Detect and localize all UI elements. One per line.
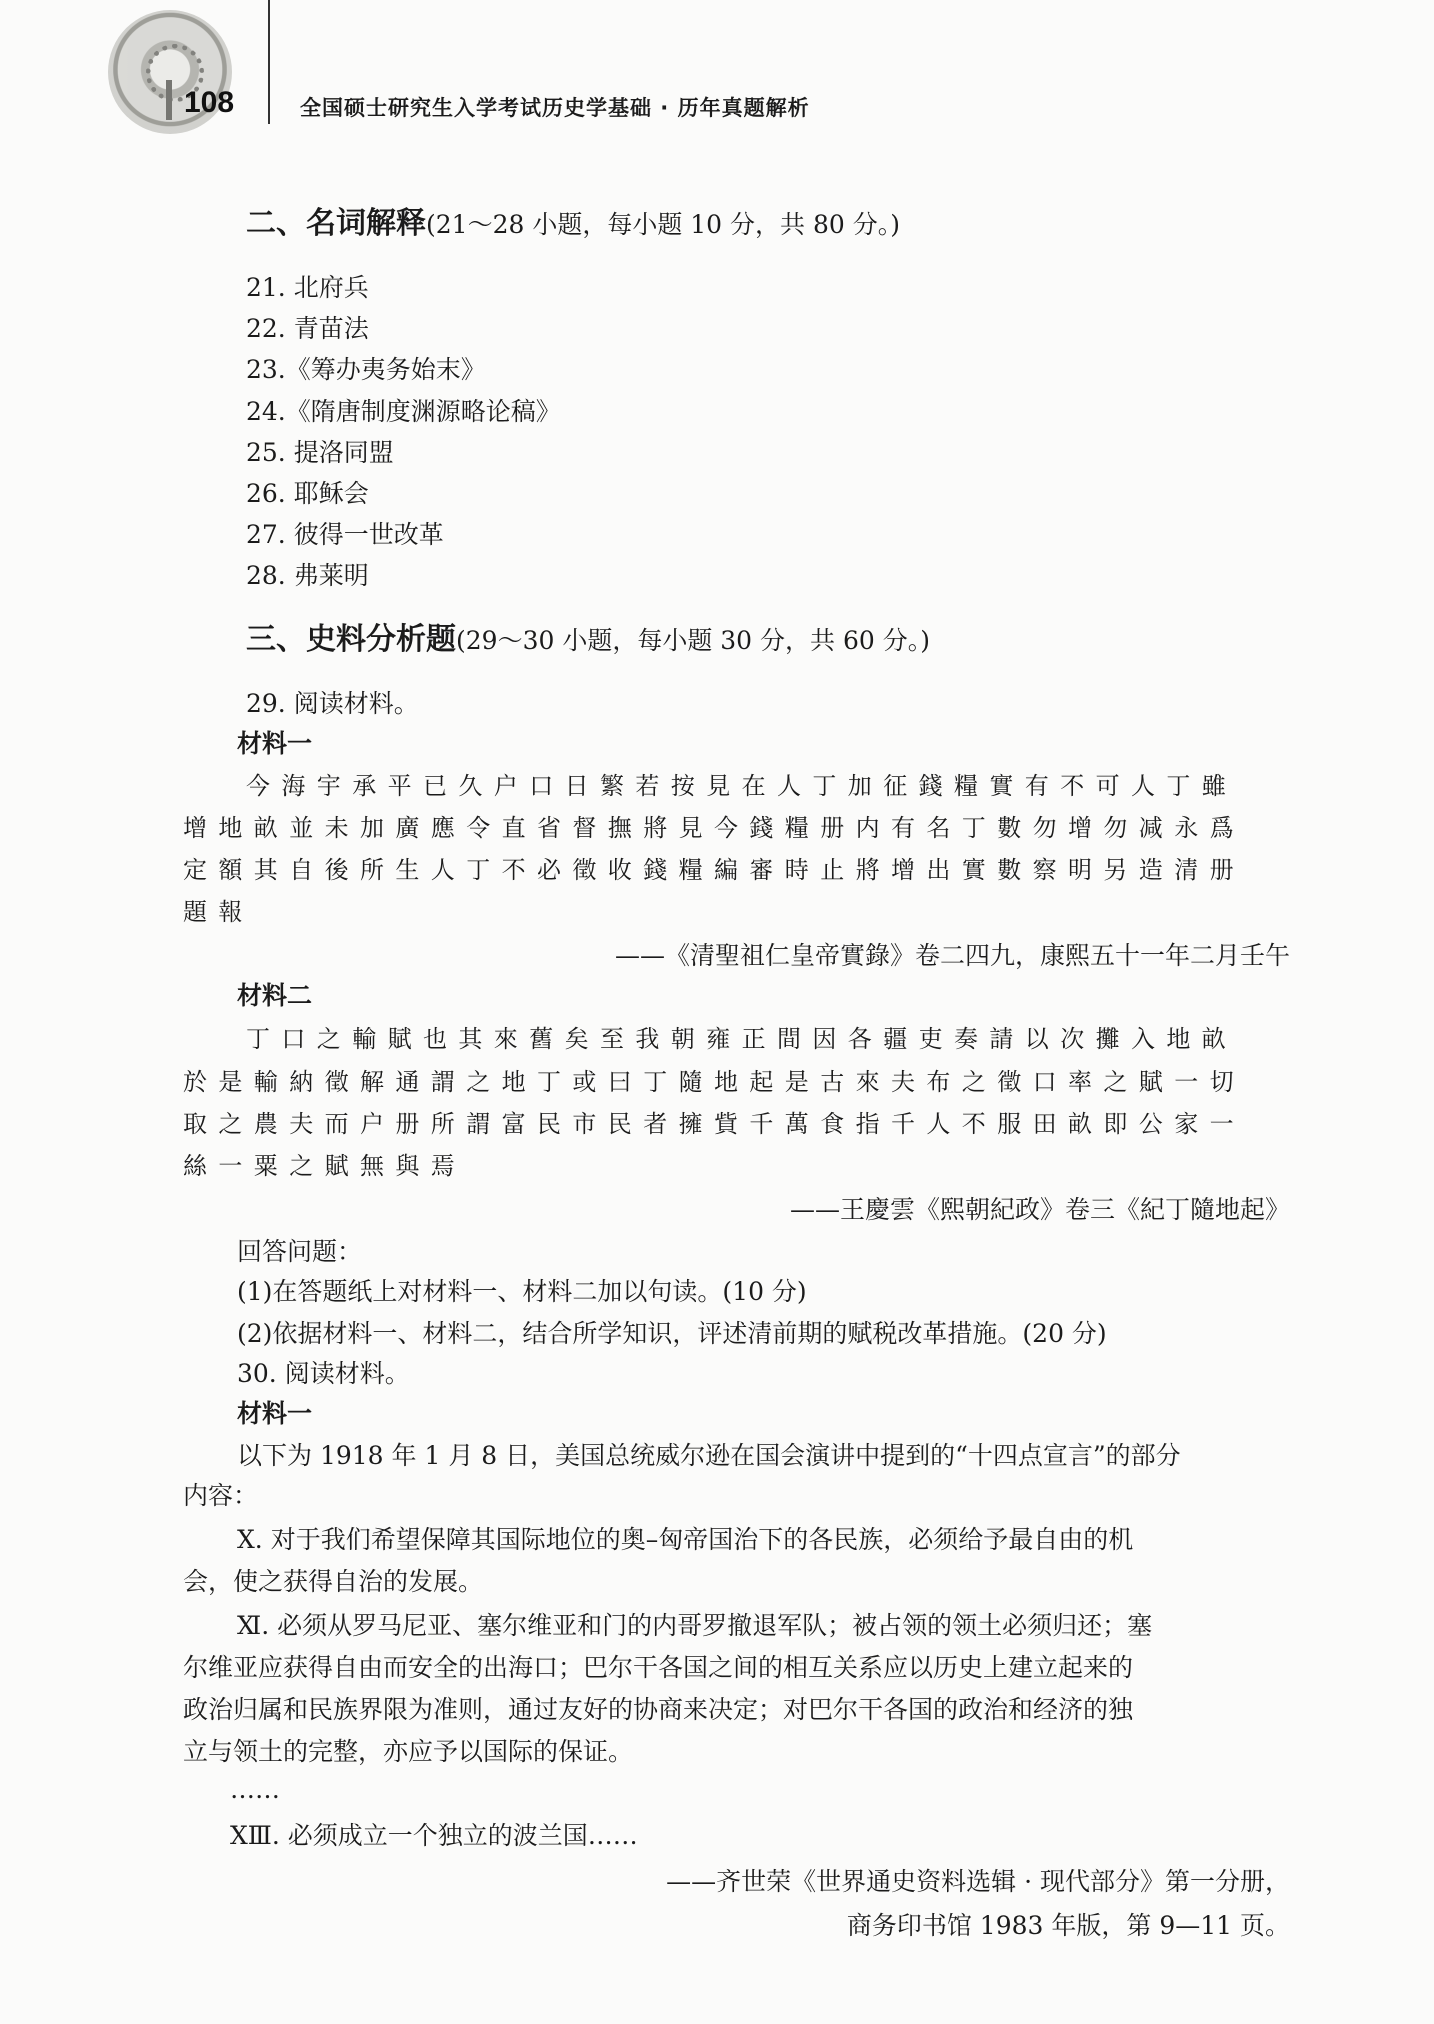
q29-material1-line: 增地畝並未加廣應令直省督撫將見今錢糧册内有名丁數勿增勿减永爲 (183, 814, 1245, 842)
header-divider (268, 0, 270, 124)
question-29-prompt: 29. 阅读材料。 (246, 689, 419, 718)
list-item: 25. 提洛同盟 (246, 438, 394, 467)
q30-source-line: 商务印书馆 1983 年版，第 9—11 页。 (846, 1911, 1290, 1940)
q29-material1-line: 定額其自後所生人丁不必徵收錢糧編審時止將增出實數察明另造清册 (183, 856, 1245, 884)
section3-heading (246, 624, 930, 657)
q29-subquestion-2: (2)依据材料一、材料二，结合所学知识，评述清前期的赋税改革措施。(20 分) (237, 1319, 1107, 1348)
section2-title: 二、名词解释 (246, 206, 426, 241)
list-item: 21. 北府兵 (246, 273, 369, 302)
q29-material2-label: 材料二 (237, 981, 313, 1010)
q30-intro-line: 内容： (183, 1481, 259, 1510)
q30-point-10-line: Ⅹ. 对于我们希望保障其国际地位的奥–匈帝国治下的各民族，必须给予最自由的机 (237, 1525, 1134, 1554)
q29-subquestion-1: (1)在答题纸上对材料一、材料二加以句读。(10 分) (237, 1277, 807, 1306)
list-item: 24.《隋唐制度渊源略论稿》 (246, 397, 561, 426)
page-number: 108 (184, 86, 235, 119)
section3-title: 三、史料分析题 (246, 622, 456, 657)
q30-point-13: ⅩⅢ. 必须成立一个独立的波兰国…… (230, 1821, 638, 1850)
section2-note: (21～28 小题，每小题 10 分，共 80 分。) (426, 210, 900, 239)
section3-note: (29～30 小题，每小题 30 分，共 60 分。) (456, 626, 930, 655)
q29-material1-source: ——《清聖祖仁皇帝實錄》卷二四九，康熙五十一年二月壬午 (614, 941, 1290, 970)
q30-point-11-line: Ⅺ. 必须从罗马尼亚、塞尔维亚和门的内哥罗撤退军队；被占领的领土必须归还；塞 (237, 1611, 1153, 1640)
q29-material1-line: 今海宇承平已久户口日繁若按見在人丁加征錢糧實有不可人丁雖 (246, 772, 1238, 800)
running-header-title: 全国硕士研究生入学考试历史学基础 · 历年真题解析 (300, 96, 810, 120)
q29-material2-source: ——王慶雲《熙朝紀政》卷三《紀丁隨地起》 (789, 1195, 1290, 1224)
question-30-prompt: 30. 阅读材料。 (237, 1359, 410, 1388)
section2-heading (246, 208, 900, 241)
q30-point-10-line: 会，使之获得自治的发展。 (183, 1567, 484, 1596)
q30-ellipsis: …… (230, 1775, 280, 1804)
q29-answer-label: 回答问题： (237, 1237, 363, 1266)
q30-point-11-line: 立与领土的完整，亦应予以国际的保证。 (183, 1737, 634, 1766)
q29-material2-line: 丁口之輸賦也其來舊矣至我朝雍正間因各疆吏奏請以次攤入地畝 (246, 1025, 1238, 1053)
list-item: 27. 彼得一世改革 (246, 520, 444, 549)
list-item: 22. 青苗法 (246, 314, 369, 343)
page-header (0, 0, 1434, 160)
list-item: 28. 弗莱明 (246, 561, 369, 590)
q30-point-11-line: 尔维亚应获得自由而安全的出海口；巴尔干各国之间的相互关系应以历史上建立起来的 (183, 1653, 1134, 1682)
q30-source-line: ——齐世荣《世界通史资料选辑 · 现代部分》第一分册， (666, 1867, 1290, 1896)
q29-material1-label: 材料一 (237, 729, 313, 758)
q29-material1-line: 題報 (183, 898, 254, 926)
q30-intro-line: 以下为 1918 年 1 月 8 日，美国总统威尔逊在国会演讲中提到的“十四点宣言”的部分 (237, 1441, 1181, 1470)
list-item: 23.《筹办夷务始末》 (246, 355, 486, 384)
q30-point-11-line: 政治归属和民族界限为准则，通过友好的协商来决定；对巴尔干各国的政治和经济的独 (183, 1695, 1134, 1724)
q29-material2-line: 於是輸納徵解通謂之地丁或曰丁隨地起是古來夫布之徵口率之賦一切 (183, 1068, 1245, 1096)
list-item: 26. 耶稣会 (246, 479, 369, 508)
q29-material2-line: 取之農夫而户册所謂富民市民者擁貲千萬食指千人不服田畝即公家一 (183, 1110, 1245, 1138)
q29-material2-line: 絲一粟之賦無與焉 (183, 1152, 467, 1180)
q30-material1-label: 材料一 (237, 1399, 313, 1428)
